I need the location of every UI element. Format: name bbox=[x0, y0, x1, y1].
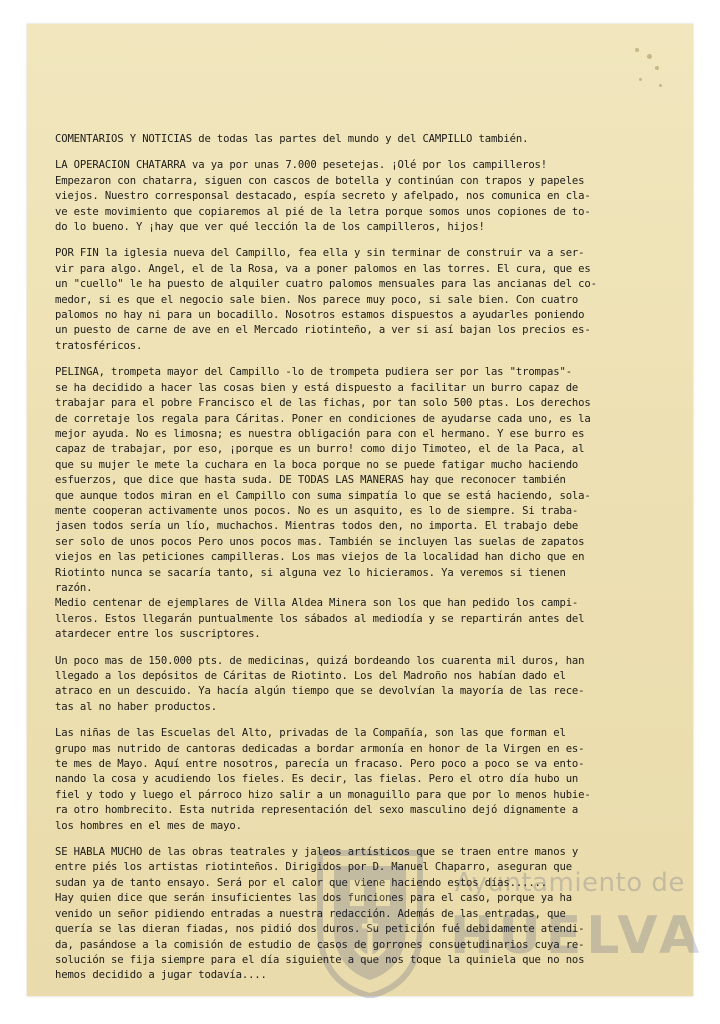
watermark-line-1: Ayuntamiento de bbox=[455, 868, 685, 898]
text-line: LA OPERACION CHATARRA va ya por unas 7.000 pesetejas. ¡Olé por los campilleros! bbox=[55, 159, 548, 172]
text-line: de corretaje los regala para Cáritas. Poner en condiciones de ayudarse cada uno, es la bbox=[55, 412, 591, 425]
text-line: mente cooperan activamente unos pocos. No es un asquito, es lo de siempre. Si traba- bbox=[55, 504, 579, 517]
text-line: ser solo de unos pocos Pero unos pocos mas. También se incluyen las suelas de zapatos bbox=[55, 535, 585, 548]
text-line: mejor ayuda. No es limosna; es nuestra obligación para con el hermano. Y ese burro es bbox=[55, 427, 585, 440]
text-line: trabajar para el pobre Francisco el de las fichas, por tan solo 500 ptas. Los derechos bbox=[55, 397, 591, 410]
text-line: atardecer entre los suscriptores. bbox=[55, 628, 261, 641]
text-line: venido un señor pidiendo entradas a nuestra redacción. Además de las entradas, que bbox=[55, 907, 566, 920]
text-line: nando la cosa y acudiendo los fieles. Es decir, las fielas. Pero el otro día hubo un bbox=[55, 773, 579, 786]
text-line: viejos en las peticiones campilleras. Los mas viejos de la localidad han dicho que en bbox=[55, 551, 585, 564]
text-line: POR FIN la iglesia nueva del Campillo, fea ella y sin terminar de construir va a ser- bbox=[55, 247, 585, 260]
text-line: grupo mas nutrido de cantoras dedicadas a bordar armonía en honor de la Virgen en es- bbox=[55, 742, 585, 755]
text-line: un "cuello" le ha puesto de alquiler cuatro palomos mensuales para las ancianas del co- bbox=[55, 278, 597, 291]
text-line: los hombres en el mes de mayo. bbox=[55, 819, 242, 832]
text-line: tratosféricos. bbox=[55, 339, 143, 352]
text-line: medor, si es que el negocio sale bien. Nos parece muy poco, si sale bien. Con cuatro bbox=[55, 293, 579, 306]
text-line: Un poco mas de 150.000 pts. de medicinas, quizá bordeando los cuarenta mil duros, han bbox=[55, 654, 585, 667]
text-line: SE HABLA MUCHO de las obras teatrales y jaleos artísticos que se traen entre manos y bbox=[55, 846, 579, 859]
text-line: hemos decidido a jugar todavía.... bbox=[55, 969, 267, 982]
paragraph bbox=[55, 158, 655, 235]
text-line: Empezaron con chatarra, siguen con cascos de botella y continúan con trapos y papeles bbox=[55, 174, 585, 187]
paragraph bbox=[55, 132, 655, 147]
text-line: atraco en un descuido. Ya hacía algún tiempo que se devolvían la mayoría de las rece- bbox=[55, 685, 585, 698]
text-line: te mes de Mayo. Aquí entre nosotros, parecía un fracaso. Pero poco a poco se va ento- bbox=[55, 758, 585, 771]
text-line: vir para algo. Angel, el de la Rosa, va a poner palomos en las torres. El cura, que es bbox=[55, 262, 591, 275]
text-line: Hay quien dice que serán insuficientes las dos funciones para el caso, porque ya ha bbox=[55, 892, 572, 905]
paragraph bbox=[55, 365, 655, 596]
paragraph bbox=[55, 246, 655, 354]
text-line: tas al no haber productos. bbox=[55, 700, 217, 713]
paragraph bbox=[55, 726, 655, 834]
text-line: viejos. Nuestro corresponsal destacado, espía secreto y afelpado, nos comunica en cla- bbox=[55, 190, 591, 203]
text-line: COMENTARIOS Y NOTICIAS de todas las partes del mundo y del CAMPILLO también. bbox=[55, 133, 529, 145]
text-line: da, pasándose a la comisión de estudio de casos de gorrones consuetudinarios cuya re- bbox=[55, 938, 585, 951]
text-line: quería se las dieran fiadas, nos pidió dos duros. Su petición fué debidamente atendi- bbox=[55, 923, 585, 936]
ayuntamiento-huelva-watermark bbox=[300, 848, 705, 998]
text-line: que aunque todos miran en el Campillo con suma simpatía lo que se está haciendo, sola- bbox=[55, 489, 591, 502]
paragraph bbox=[55, 654, 655, 716]
text-line: Las niñas de las Escuelas del Alto, privadas de la Compañía, son las que forman el bbox=[55, 727, 566, 740]
text-line: entre piés los artistas riotinteños. Dirigidos por D. Manuel Chaparro, aseguran que bbox=[55, 861, 572, 874]
text-line: un puesto de carne de ave en el Mercado riotinteño, a ver si así bajan los precios es- bbox=[55, 324, 591, 337]
text-line: palomos no hay ni para un bocadillo. Nosotros estamos dispuestos a ayudarles poniendo bbox=[55, 309, 585, 322]
text-line: llegado a los depósitos de Cáritas de Riotinto. Los del Madroño nos habían dado el bbox=[55, 670, 566, 682]
text-line: Riotinto nunca se sacaría tanto, si alguna vez lo hicieramos. Ya veremos si tienen bbox=[55, 566, 566, 579]
text-line: que su mujer le mete la cuchara en la boca porque no se puede fatigar mucho haciendo bbox=[55, 458, 579, 471]
text-line: jasen todos sería un lío, muchachos. Mientras todos den, no importa. El trabajo debe bbox=[55, 520, 579, 533]
text-line: ra otro hombrecito. Esta nutrida representación del sexo masculino dejó dignamente a bbox=[55, 804, 579, 817]
text-line: ve este movimiento que copiaremos al pié de la letra porque somos unos copiones de to- bbox=[55, 205, 591, 218]
text-line: esfuerzos, que dice que hasta suda. DE TODAS LAS MANERAS hay que reconocer también bbox=[55, 474, 566, 487]
text-line: se ha decidido a hacer las cosas bien y está dispuesto a facilitar un burro capaz de bbox=[55, 381, 579, 394]
paragraph bbox=[55, 596, 655, 642]
text-line: sudan ya de tanto ensayo. Será por el calor que viene haciendo estos días...... bbox=[55, 876, 548, 889]
text-line: razón. bbox=[55, 581, 93, 594]
text-line: Medio centenar de ejemplares de Villa Aldea Minera son los que han pedido los campi- bbox=[55, 597, 579, 610]
text-line: solución se fija siempre para el día siguiente a que nos toque la quiniela que no nos bbox=[55, 953, 585, 966]
huelva-seal-icon bbox=[310, 848, 430, 998]
text-line: capaz de trabajar, por eso, ¡porque es un burro! como dijo Timoteo, el de la Paca, al bbox=[55, 443, 585, 456]
watermark-line-2: HUELVA bbox=[450, 906, 705, 966]
text-line: do lo bueno. Y ¡hay que ver qué lección la de los campilleros, hijos! bbox=[55, 221, 485, 234]
text-line: lleros. Estos llegarán puntualmente los sábados al mediodía y se repartirán antes del bbox=[55, 612, 585, 625]
paper-stains bbox=[629, 44, 669, 104]
text-line: PELINGA, trompeta mayor del Campillo -lo de trompeta pudiera ser por las "trompas"- bbox=[55, 366, 572, 379]
text-line: fiel y todo y luego el párroco hizo salir a un monaguillo para que por lo menos hubie- bbox=[55, 788, 591, 801]
